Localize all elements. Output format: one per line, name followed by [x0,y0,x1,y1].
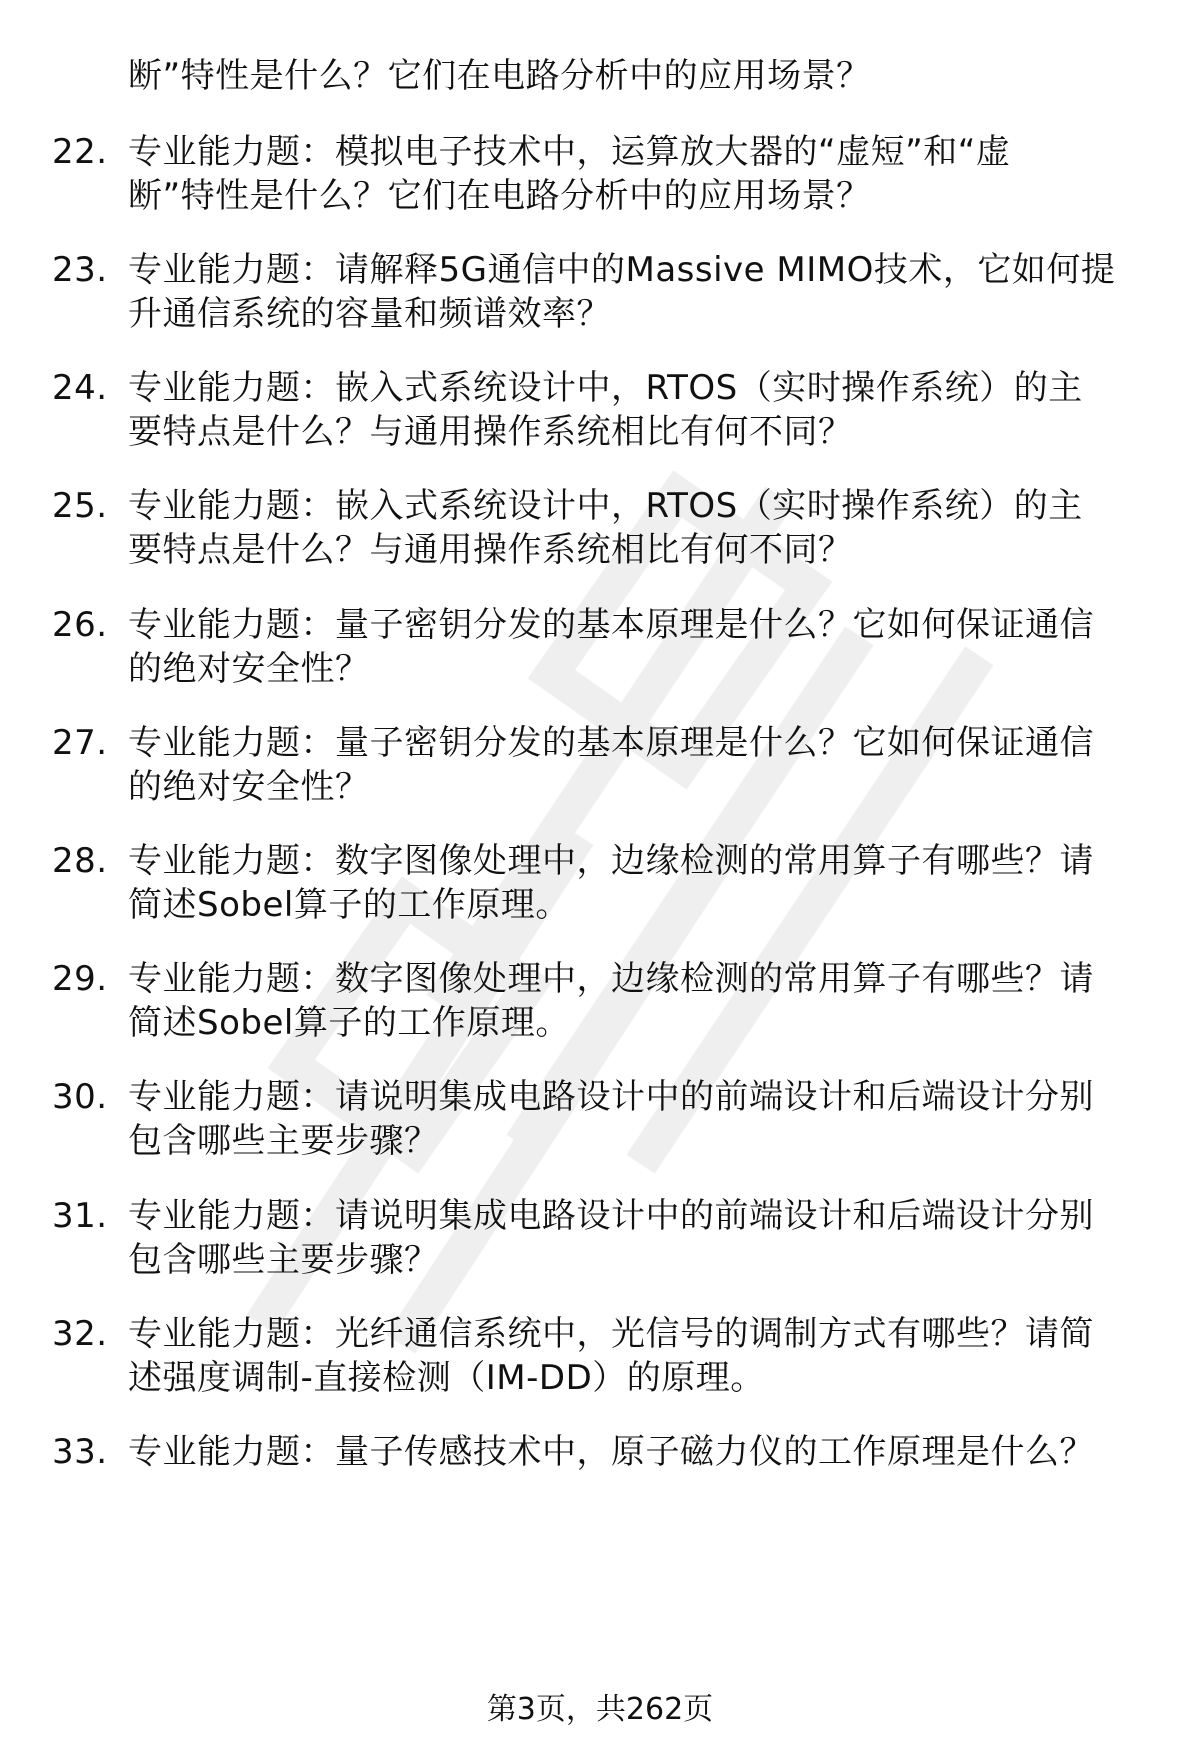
question-line: 包含哪些主要步骤？ [128,1240,439,1280]
question-line: 专业能力题：量子密钥分发的基本原理是什么？它如何保证通信 [128,605,1094,645]
question-line: 专业能力题：嵌入式系统设计中，RTOS（实时操作系统）的主 [128,368,1083,408]
question-number: 27. [52,723,108,763]
question-number: 25. [52,486,108,526]
question-line: 专业能力题：光纤通信系统中，光信号的调制方式有哪些？请简 [128,1314,1094,1354]
question-number: 32. [52,1314,108,1354]
question-line: 包含哪些主要步骤？ [128,1121,439,1161]
question-line: 专业能力题：嵌入式系统设计中，RTOS（实时操作系统）的主 [128,486,1083,526]
question-number: 23. [52,250,108,290]
question-number: 22. [52,132,108,172]
question-line: 专业能力题：量子传感技术中，原子磁力仪的工作原理是什么？ [128,1432,1094,1472]
question-line: 升通信系统的容量和频谱效率？ [128,294,611,334]
question-line: 要特点是什么？与通用操作系统相比有何不同？ [128,530,853,570]
question-line: 简述Sobel算子的工作原理。 [128,885,570,925]
question-line: 专业能力题：请说明集成电路设计中的前端设计和后端设计分别 [128,1196,1094,1236]
question-number: 24. [52,368,108,408]
question-line: 专业能力题：数字图像处理中，边缘检测的常用算子有哪些？请 [128,959,1094,999]
question-number: 26. [52,605,108,645]
question-number: 33. [52,1432,108,1472]
question-line: 断”特性是什么？它们在电路分析中的应用场景？ [128,56,871,96]
question-line: 专业能力题：请说明集成电路设计中的前端设计和后端设计分别 [128,1077,1094,1117]
question-number: 29. [52,959,108,999]
question-number: 30. [52,1077,108,1117]
question-line: 专业能力题：请解释5G通信中的Massive MIMO技术，它如何提 [128,250,1116,290]
question-line: 要特点是什么？与通用操作系统相比有何不同？ [128,412,853,452]
question-line: 专业能力题：数字图像处理中，边缘检测的常用算子有哪些？请 [128,841,1094,881]
question-line: 述强度调制-直接检测（IM-DD）的原理。 [128,1358,765,1398]
question-line: 断”特性是什么？它们在电路分析中的应用场景？ [128,176,871,216]
question-number: 28. [52,841,108,881]
question-line: 专业能力题：模拟电子技术中，运算放大器的“虚短”和“虚 [128,132,1011,172]
page-footer: 第3页，共262页 [486,1692,714,1727]
question-line: 简述Sobel算子的工作原理。 [128,1003,570,1043]
question-line: 的绝对安全性？ [128,767,370,807]
question-line: 的绝对安全性？ [128,649,370,689]
question-line: 专业能力题：量子密钥分发的基本原理是什么？它如何保证通信 [128,723,1094,763]
question-number: 31. [52,1196,108,1236]
